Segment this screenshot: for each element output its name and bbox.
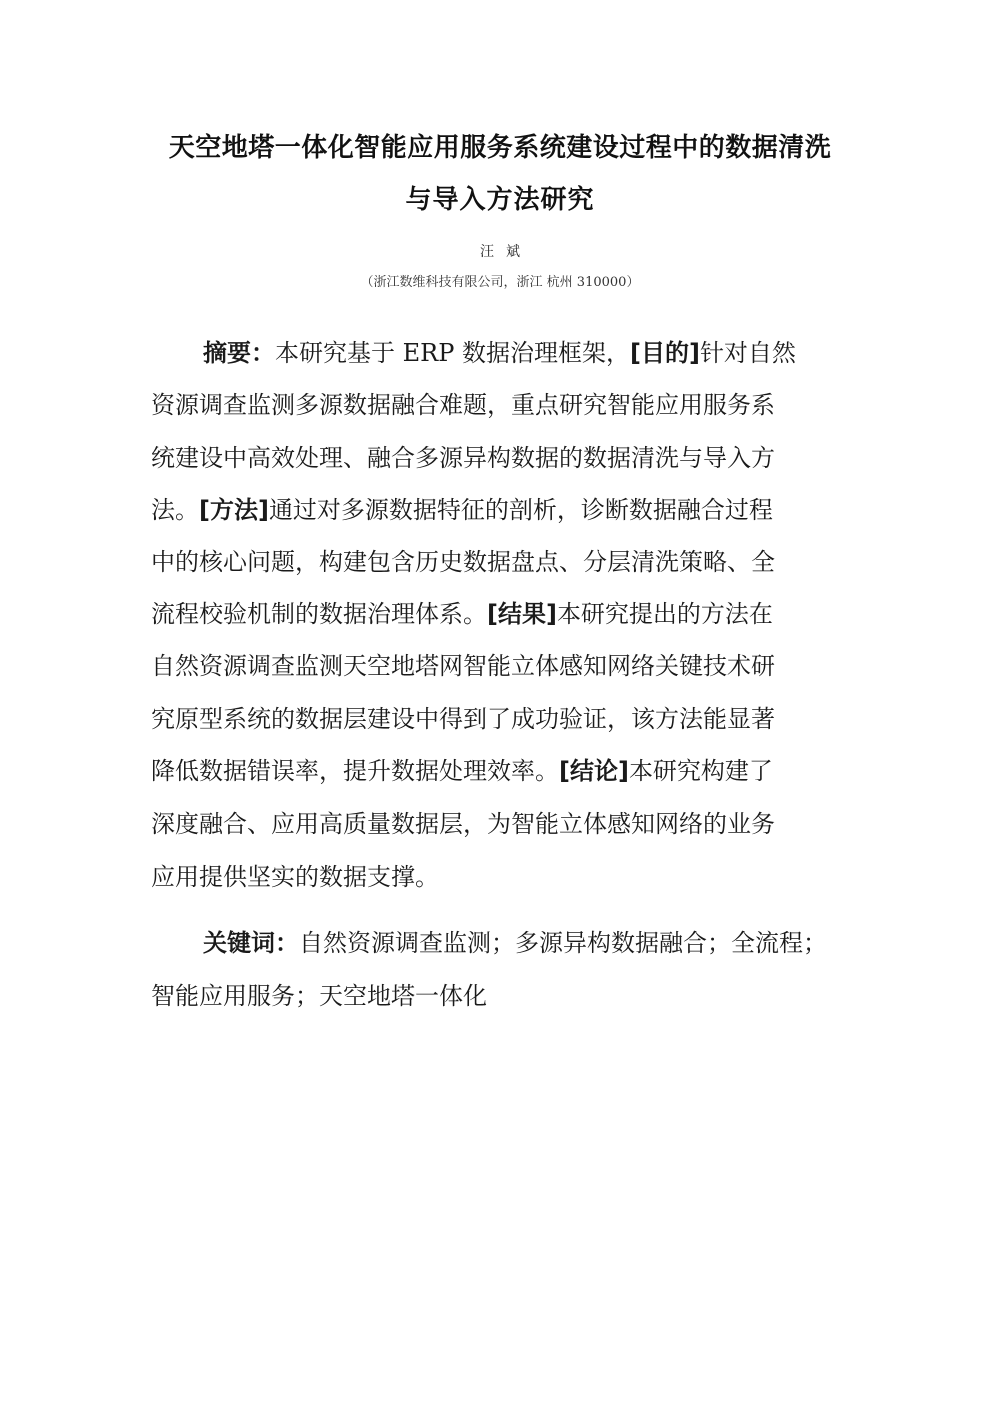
paper-title-line-2: 与导入方法研究 — [405, 185, 595, 215]
keywords-line-1 — [203, 927, 903, 959]
author-affiliation: （浙江数维科技有限公司，浙江 杭州 310000） — [360, 275, 640, 290]
keywords-line-2: 智能应用服务；天空地塔一体化 — [151, 982, 487, 1010]
abstract-line-7: 自然资源调查监测天空地塔网智能立体感知网络关键技术研 — [151, 652, 775, 680]
keywords-label: 关键词： — [203, 929, 299, 957]
abstract-line-8: 究原型系统的数据层建设中得到了成功验证，该方法能显著 — [151, 705, 775, 733]
abstract-line-11: 应用提供坚实的数据支撑。 — [151, 863, 439, 891]
abstract-line-6 — [151, 598, 851, 630]
abstract-line-10: 深度融合、应用高质量数据层，为智能立体感知网络的业务 — [151, 810, 775, 838]
abstract-line-3: 统建设中高效处理、融合多源异构数据的数据清洗与导入方 — [151, 444, 775, 472]
abstract-line-5: 中的核心问题，构建包含历史数据盘点、分层清洗策略、全 — [151, 548, 775, 576]
abstract-method-pre: 法。 — [151, 496, 199, 524]
abstract-intro: 本研究基于 ERP 数据治理框架， — [275, 339, 630, 367]
abstract-line-9 — [151, 755, 851, 787]
abstract-tag-method: [方法] — [199, 496, 269, 524]
author-name: 汪斌 — [480, 244, 532, 260]
abstract-result-pre: 流程校验机制的数据治理体系。 — [151, 600, 487, 628]
abstract-tag-conclusion: [结论] — [559, 757, 629, 785]
abstract-line-1 — [203, 337, 903, 369]
abstract-tag-objective: [目的] — [630, 339, 700, 367]
abstract-conclusion-pre: 降低数据错误率，提升数据处理效率。 — [151, 757, 559, 785]
abstract-line-2: 资源调查监测多源数据融合难题，重点研究智能应用服务系 — [151, 391, 775, 419]
abstract-tag-result: [结果] — [487, 600, 557, 628]
keywords-text-1: 自然资源调查监测；多源异构数据融合；全流程； — [299, 929, 827, 957]
abstract-objective-text: 针对自然 — [699, 339, 796, 367]
abstract-conclusion-text: 本研究构建了 — [628, 757, 773, 785]
abstract-label: 摘要： — [203, 339, 275, 367]
abstract-result-text: 本研究提出的方法在 — [556, 600, 773, 628]
paper-title-line-1: 天空地塔一体化智能应用服务系统建设过程中的数据清洗 — [168, 133, 832, 163]
abstract-line-4 — [151, 494, 851, 526]
abstract-method-text: 通过对多源数据特征的剖析，诊断数据融合过程 — [268, 496, 773, 524]
